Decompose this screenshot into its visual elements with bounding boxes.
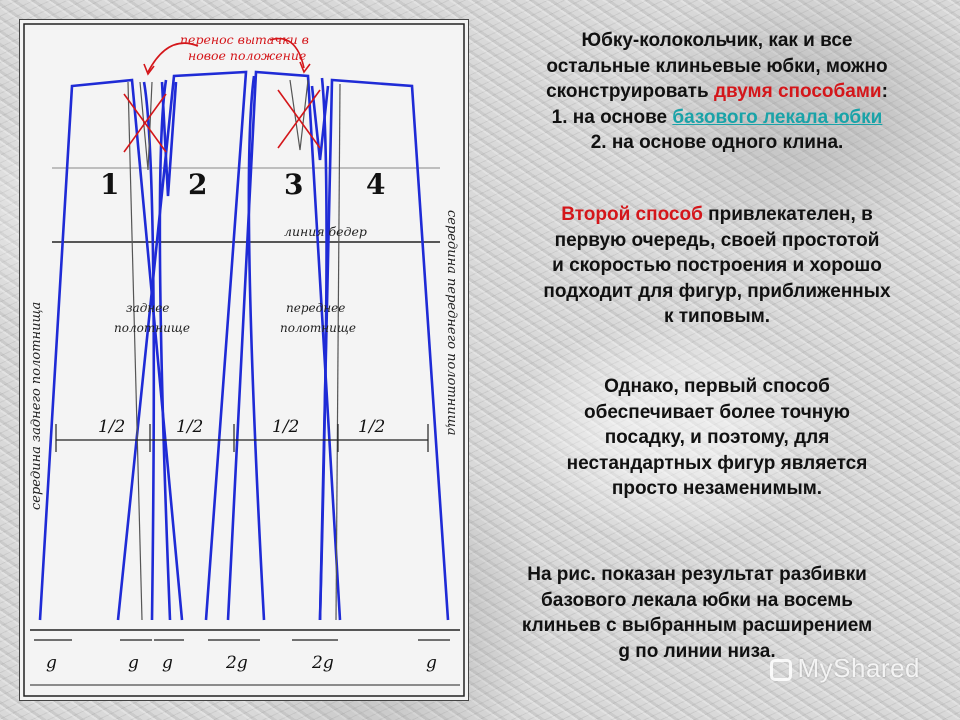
front-panel-label-2: полотнище bbox=[280, 321, 356, 335]
p2-line3: и скоростью построения и хорошо bbox=[552, 255, 882, 276]
watermark-logo-icon bbox=[770, 659, 792, 681]
p1-line3-text: сконструировать bbox=[546, 81, 714, 102]
p1-line3-colon: : bbox=[881, 81, 888, 102]
right-vertical-label: середина переднего полотнища bbox=[444, 210, 459, 436]
p1-line1: Юбку-колокольчик, как и все bbox=[581, 30, 853, 51]
frame-border bbox=[24, 24, 464, 696]
back-panel-label-2: полотнище bbox=[114, 321, 190, 335]
p3-line3: посадку, и поэтому, для bbox=[604, 427, 830, 448]
pattern-drawing bbox=[20, 20, 468, 700]
left-vertical-label: середина заднего полотнища bbox=[29, 301, 44, 510]
hip-line-label: линия бедер bbox=[284, 224, 367, 239]
p2-line4: подходит для фигур, приближенных bbox=[543, 280, 891, 302]
half-label-4: 1/2 bbox=[358, 417, 386, 437]
p2-line2: первую очередь, своей простотой bbox=[554, 229, 880, 251]
base-pattern-link[interactable]: базового лекала юбки bbox=[672, 106, 883, 128]
p3-line4: нестандартных фигур является bbox=[566, 452, 868, 474]
watermark bbox=[770, 653, 921, 684]
half-labels bbox=[98, 417, 385, 437]
hem-label-6: g bbox=[426, 653, 437, 673]
paragraph-second-method bbox=[478, 202, 956, 330]
paragraph-first-method bbox=[478, 374, 956, 502]
arrow-caption-1: перенос вытачки в bbox=[180, 32, 309, 47]
p3-line5: просто незаменимым. bbox=[611, 478, 823, 499]
panel-number-1: 1 bbox=[100, 168, 120, 201]
half-label-2: 1/2 bbox=[176, 417, 204, 437]
gore-2 bbox=[118, 72, 246, 620]
second-method-highlight: Второй способ bbox=[561, 204, 703, 225]
paragraph-methods bbox=[478, 28, 956, 156]
p3-line1: Однако, первый способ bbox=[604, 376, 830, 397]
hem-label-3: g bbox=[162, 653, 173, 673]
p4-line4: g по линии низа. bbox=[618, 640, 776, 662]
p4-line3: клиньев с выбранным расширением bbox=[521, 615, 873, 636]
p1-line4 bbox=[478, 105, 956, 131]
arrow-caption-2: новое положение bbox=[188, 48, 307, 63]
p1-line2: остальные клиньевые юбки, можно bbox=[546, 55, 888, 77]
watermark-text: MyShared bbox=[797, 653, 920, 683]
hem-label-2: g bbox=[128, 653, 139, 673]
p2-line1 bbox=[478, 202, 956, 228]
hem-label-5: 2g bbox=[312, 653, 334, 673]
hem-label-1: g bbox=[46, 653, 57, 673]
p1-line3 bbox=[478, 79, 956, 105]
p3-line2: обеспечивает более точную bbox=[584, 401, 850, 423]
panel-number-2: 2 bbox=[188, 168, 208, 201]
skirt-pattern-diagram bbox=[20, 20, 468, 700]
p1-line4-text: 1. на основе bbox=[551, 106, 673, 128]
half-label-1: 1/2 bbox=[98, 417, 126, 437]
p4-line1: На рис. показан результат разбивки bbox=[527, 564, 867, 585]
panel-number-4: 4 bbox=[366, 168, 386, 201]
back-panel-label-1: заднее bbox=[126, 301, 170, 315]
hem-labels bbox=[46, 653, 437, 673]
gore-outlines bbox=[40, 72, 448, 620]
paragraph-figure-caption bbox=[458, 562, 936, 664]
front-panel-label-1: переднее bbox=[286, 301, 346, 315]
p2-line1-text: привлекателен, в bbox=[702, 204, 873, 225]
two-methods-highlight: двумя способами bbox=[713, 81, 882, 102]
p2-line5: к типовым. bbox=[663, 306, 771, 327]
p1-line5: 2. на основе одного клина. bbox=[590, 132, 844, 153]
panel-number-3: 3 bbox=[284, 168, 304, 201]
hem-label-4: 2g bbox=[226, 653, 248, 673]
p4-line2: базового лекала юбки на восемь bbox=[541, 589, 853, 611]
half-label-3: 1/2 bbox=[272, 417, 300, 437]
